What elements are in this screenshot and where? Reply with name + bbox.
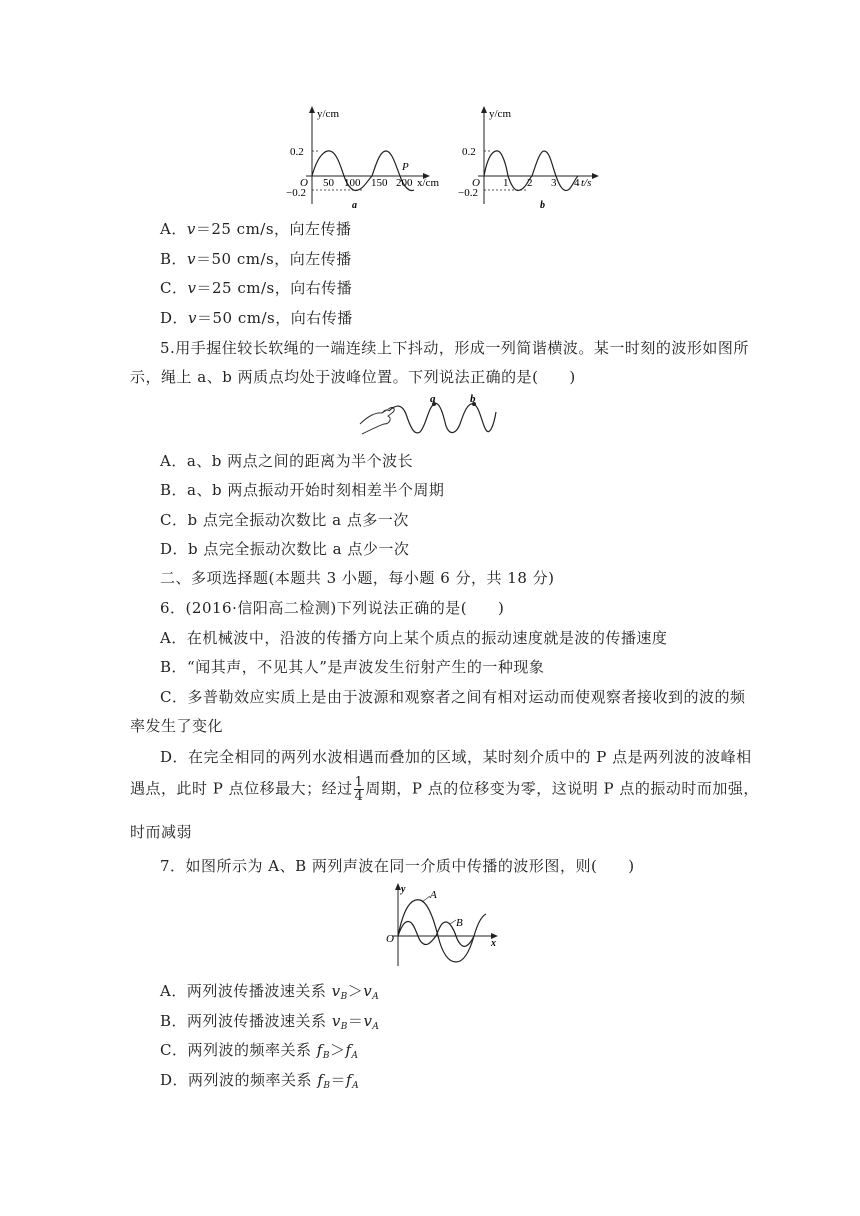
figure-b-amp-neg: −0.2 <box>458 187 478 199</box>
figure-b <box>456 104 606 212</box>
q6-option-d-line2: 遇点，此时 P 点位移最大；经过 $\frac{1}{4}$ 周期，P 点的位移变为零，这说明 P 点的振动时而加强， <box>130 775 759 804</box>
figure-a-point-p: P <box>402 161 409 173</box>
figure-b-amp-pos: 0.2 <box>462 146 476 158</box>
q4-option-d: D．v＝50 cm/s，向右传播 <box>160 309 353 327</box>
q6-option-a: A．在机械波中，沿波的传播方向上某个质点的振动速度就是波的传播速度 <box>160 629 668 647</box>
q6-stem: 6．(2016·信阳高二检测)下列说法正确的是( ) <box>160 599 505 617</box>
q7-option-a: A．两列波传播波速关系 $v_B>v_A$ <box>160 982 380 1002</box>
q7-option-c: C．两列波的频率关系 $f_B>f_A$ <box>160 1041 359 1061</box>
figure-a-x-label: x/cm <box>417 177 439 189</box>
q4-option-b: B．v＝50 cm/s，向左传播 <box>160 250 352 268</box>
q5-option-b: B．a、b 两点振动开始时刻相差半个周期 <box>160 481 445 499</box>
figure-two-waves-origin: O <box>386 933 394 945</box>
q6-option-b: B．“闻其声，不见其人”是声波发生衍射产生的一种现象 <box>160 658 545 676</box>
figure-a-tick-200: 200 <box>396 177 413 189</box>
figure-two-waves-y: y <box>401 884 406 895</box>
figure-b-tick-1: 1 <box>503 177 509 189</box>
figure-two-waves-b: B <box>456 917 463 929</box>
figure-a-y-label: y/cm <box>317 108 339 120</box>
figure-b-tick-2: 2 <box>527 177 533 189</box>
figure-a-caption: a <box>352 200 357 211</box>
figure-rope-point-a: a <box>430 393 436 405</box>
q5-stem-line2: 示，绳上 a、b 两质点均处于波峰位置。下列说法正确的是( ) <box>130 368 576 386</box>
q4-option-a: A．v＝25 cm/s，向左传播 <box>160 220 352 238</box>
figure-b-x-label: t/s <box>581 177 592 189</box>
figure-b-y-label: y/cm <box>489 108 511 120</box>
figure-two-waves-x: x <box>491 938 496 949</box>
figure-a <box>284 104 439 212</box>
figure-a-origin: O <box>300 177 308 189</box>
q6-option-d-line1: D．在完全相同的两列水波相遇而叠加的区域，某时刻介质中的 P 点是两列波的波峰相 <box>160 748 752 766</box>
q7-option-d: D．两列波的频率关系 $f_B=f_A$ <box>160 1071 360 1091</box>
figure-two-waves-a: A <box>430 889 437 901</box>
section-2-heading: 二、多项选择题(本题共 3 小题，每小题 6 分，共 18 分) <box>160 569 555 587</box>
figure-a-tick-50: 50 <box>323 177 334 189</box>
figure-b-origin: O <box>472 177 480 189</box>
figure-a-tick-100: 100 <box>344 177 361 189</box>
q7-stem: 7．如图所示为 A、B 两列声波在同一介质中传播的波形图，则( ) <box>160 857 635 875</box>
figure-a-amp-neg: −0.2 <box>286 187 306 199</box>
quarter-fraction: $\frac{1}{4}$ <box>354 775 364 804</box>
q4-option-c: C．v＝25 cm/s，向右传播 <box>160 279 353 297</box>
figure-rope-wave <box>356 394 516 440</box>
q5-option-d: D．b 点完全振动次数比 a 点少一次 <box>160 540 410 558</box>
figure-a-tick-150: 150 <box>371 177 388 189</box>
q5-stem-line1: 5.用手握住较长软绳的一端连续上下抖动，形成一列简谐横波。某一时刻的波形如图所 <box>160 339 749 357</box>
figure-two-waves <box>382 880 504 968</box>
q5-option-a: A．a、b 两点之间的距离为半个波长 <box>160 452 414 470</box>
q6-option-d-line3: 时而减弱 <box>130 823 193 841</box>
q6-option-c-line2: 率发生了变化 <box>130 717 224 735</box>
figure-b-tick-3: 3 <box>551 177 557 189</box>
figure-rope-point-b: b <box>470 393 476 405</box>
q6-option-c-line1: C．多普勒效应实质上是由于波源和观察者之间有相对运动而使观察者接收到的波的频 <box>160 688 746 706</box>
q7-option-b: B．两列波传播波速关系 $v_B=v_A$ <box>160 1012 380 1032</box>
figure-a-amp-pos: 0.2 <box>290 146 304 158</box>
figure-b-tick-4: 4 <box>574 177 580 189</box>
figure-b-caption: b <box>540 200 545 211</box>
q5-option-c: C．b 点完全振动次数比 a 点多一次 <box>160 511 409 529</box>
